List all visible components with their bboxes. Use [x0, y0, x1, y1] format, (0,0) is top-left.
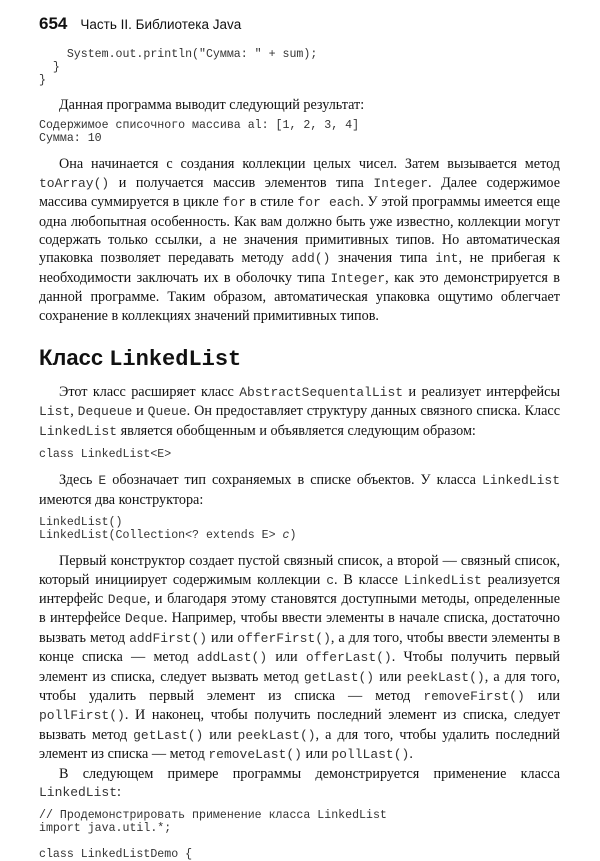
paragraph-type-param: Здесь E обозначает тип сохраняемых в списке объектов. У класса LinkedList имеются два конструктора: — [39, 472, 561, 508]
output-intro: Данная программа выводит следующий результат: — [59, 97, 365, 113]
paragraph-class-intro: Этот класс расширяет класс AbstractSequentalList и реализует интерфейсы List, Dequeue и Queue. Он предоставляет структуру данных связного списка. Класс LinkedList является обобщенным и объявляется следующим образом: — [39, 384, 561, 439]
running-title: Часть II. Библиотека Java — [80, 17, 242, 32]
code-listing-end: System.out.println("Сумма: " + sum); } } — [39, 48, 318, 87]
section-heading: Класс LinkedList — [39, 345, 242, 373]
constructors-code: LinkedList() LinkedList(Collection<? extends E> c) — [39, 516, 297, 543]
example-code-listing: // Продемонстрировать применение класса LinkedList import java.util.*; class LinkedListDemo { — [39, 809, 387, 861]
page-number: 654 — [39, 14, 68, 33]
program-output: Содержимое списочного массива al: [1, 2, 3, 4] Сумма: 10 — [39, 119, 360, 146]
page-header — [39, 14, 560, 38]
paragraph-methods: Первый конструктор создает пустой связный список, а второй — связный список, который инициирует содержимым коллекции c. В классе LinkedList реализуется интерфейс Deque, и благодаря этому становятся доступными методы, определенные в интерфейсе Deque. Например, чтобы ввести элементы в начале списка, достаточно вызвать метод addFirst() или offerFirst(), а для того, чтобы ввести элементы в конце списка — метод addLast() или offerLast(). Чтобы получить первый элемент из списка, следует вызвать метод getLast() или peekLast(), а для того, чтобы удалить первый элемент из списка — метод removeFirst() или pollFirst(). И наконец, чтобы получить последний элемент из списка, следует вызвать метод getLast() или peekLast(), а для того, чтобы удалить последний элемент из списка — метод removeLast() или pollLast(). — [39, 553, 561, 763]
paragraph-example-intro: В следующем примере программы демонстрируется применение класса LinkedList: — [39, 765, 560, 800]
class-declaration-code: class LinkedList<E> — [39, 448, 172, 462]
page-content — [39, 40, 560, 861]
paragraph-explanation: Она начинается с создания коллекции целых чисел. Затем вызывается метод toArray() и получается массив элементов типа Integer. Далее содержимое массива суммируется в цикле for в стиле for each. У этой программы имеется еще одна любопытная особенность. Как вам должно быть уже известно, коллекции могут содержать только ссылки, а не значения примитивных типов. Но автоматическая упаковка позволяет передавать методу add() значения типа int, не прибегая к необходимости заключать их в оболочку типа Integer, как это демонстрируется в данной программе. Таким образом, автоматическая упаковка ощутимо облегчает сохранение в коллекциях значений примитивных типов. — [39, 156, 561, 324]
